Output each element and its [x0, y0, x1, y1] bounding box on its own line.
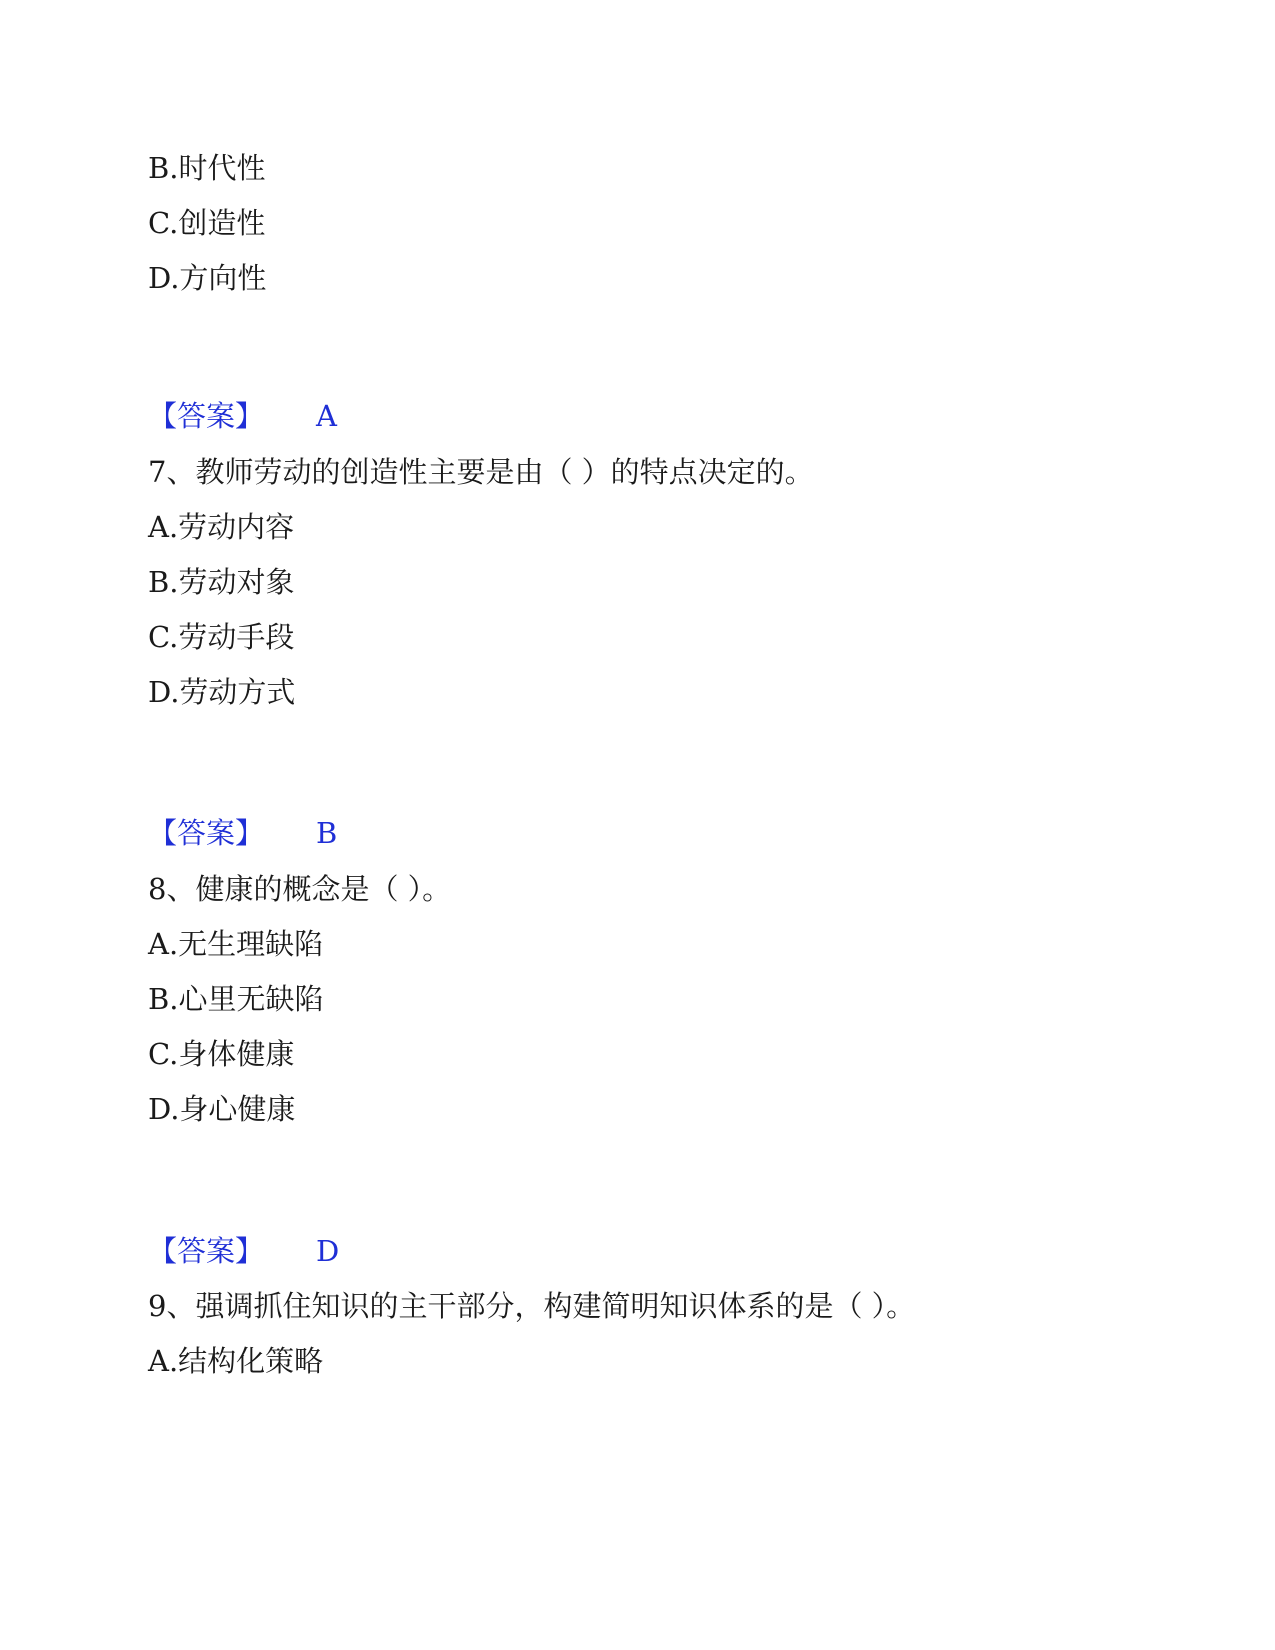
answer-label: 【答案】	[148, 816, 265, 850]
option-a: A.劳动内容	[148, 510, 295, 544]
answer-value: B	[316, 816, 338, 850]
option-c: C.劳动手段	[148, 620, 295, 654]
answer-line	[148, 813, 337, 853]
option-a: A.无生理缺陷	[148, 927, 324, 961]
answer-line	[148, 1231, 339, 1271]
question-stem: 7、教师劳动的创造性主要是由（ ）的特点决定的。	[148, 455, 814, 489]
option-b: B.时代性	[148, 151, 266, 185]
option-b: B.心里无缺陷	[148, 982, 324, 1016]
answer-label: 【答案】	[148, 399, 265, 433]
question-stem: 8、健康的概念是（ ）。	[148, 872, 452, 906]
option-d: D.方向性	[148, 261, 267, 295]
answer-value: D	[316, 1234, 340, 1268]
option-b: B.劳动对象	[148, 565, 295, 599]
option-c: C.创造性	[148, 206, 266, 240]
question-stem: 9、强调抓住知识的主干部分，构建简明知识体系的是（ ）。	[148, 1289, 916, 1323]
option-d: D.身心健康	[148, 1092, 296, 1126]
answer-label: 【答案】	[148, 1234, 265, 1268]
answer-value: A	[316, 399, 337, 433]
option-c: C.身体健康	[148, 1037, 295, 1071]
option-d: D.劳动方式	[148, 675, 296, 709]
answer-line	[148, 396, 337, 436]
option-a: A.结构化策略	[148, 1344, 324, 1378]
